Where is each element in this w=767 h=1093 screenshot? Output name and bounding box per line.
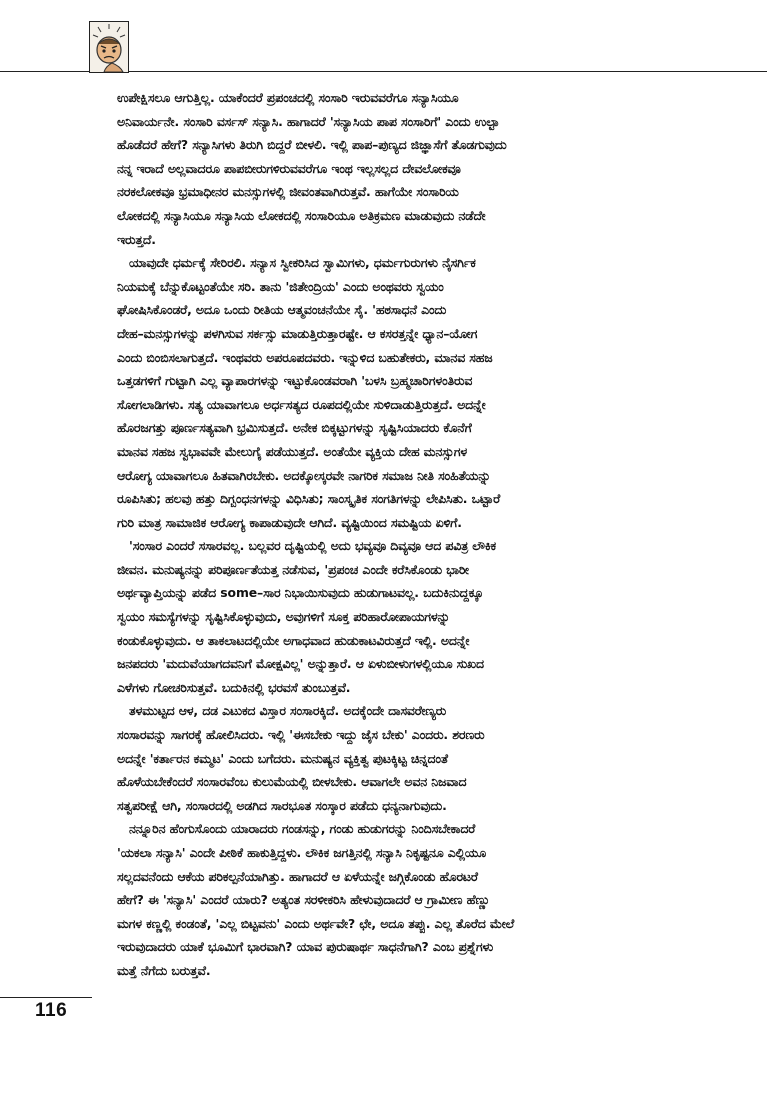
text-line: ಹೊಡೆದರೆ ಹೇಗೆ? ಸನ್ಯಾಸಿಗಳು ತಿರುಗಿ ಬಿದ್ದರೆ ಬೀಳಲಿ. ಇಲ್ಲಿ ಪಾಪ–ಪುಣ್ಯದ ಜಿಜ್ಞಾಸೆಗೆ ತೊಡಗುವುದು <box>117 137 507 153</box>
text-line: ಹೊರಜಗತ್ತು ಪೂರ್ಣಸತ್ಯವಾಗಿ ಭ್ರಮಿಸುತ್ತದೆ. ಅನೇಕ ಬಿಕ್ಕಟ್ಟುಗಳನ್ನು ಸೃಷ್ಟಿಸಿಯಾದರು ಕೊನೆಗೆ <box>117 420 472 436</box>
header-logo <box>89 21 129 73</box>
text-line: ಮತ್ತೆ ನೆಗೆದು ಬರುತ್ತವೆ. <box>117 962 211 978</box>
text-line: ನರಕಲೋಕವೂ ಭ್ರಮಾಧೀನರ ಮನಸ್ಸುಗಳಲ್ಲಿ ಜೀವಂತವಾಗಿರುತ್ತವೆ. ಹಾಗೆಯೇ ಸಂಸಾರಿಯ <box>117 184 459 200</box>
paragraph-1 <box>117 86 697 251</box>
text-line: ನನ್ನೂರಿನ ಹೆಂಗುಸೊಂದು ಯಾರಾದರು ಗಂಡಸನ್ನು, ಗಂಡು ಹುಡುಗರನ್ನು ನಿಂದಿಸಬೇಕಾದರೆ <box>129 821 476 837</box>
paragraph-5 <box>117 817 697 982</box>
page-body <box>117 86 697 983</box>
text-line: ದೇಹ–ಮನಸ್ಸುಗಳನ್ನು ಪಳಗಿಸುವ ಸರ್ಕಸ್ಸು ಮಾಡುತ್ತಿರುತ್ತಾರಷ್ಟೇ. ಆ ಕಸರತ್ತನ್ನೇ ಧ್ಯಾನ–ಯೋಗ <box>117 325 478 341</box>
text-line: ಹೇಗೆ? ಈ 'ಸನ್ಯಾಸಿ' ಎಂದರೆ ಯಾರು? ಅತ್ಯಂತ ಸರಳೀಕರಿಸಿ ಹೇಳುವುದಾದರೆ ಆ ಗ್ರಾಮೀಣ ಹೆಣ್ಣು <box>117 892 490 908</box>
text-line: ಯಾವುದೇ ಧರ್ಮಕ್ಕೆ ಸೇರಿರಲಿ. ಸನ್ಯಾಸ ಸ್ವೀಕರಿಸಿದ ಸ್ವಾಮಿಗಳು, ಧರ್ಮಗುರುಗಳು ನೈಸರ್ಗಿಕ <box>129 255 476 271</box>
paragraph-3 <box>117 534 697 699</box>
paragraph-4 <box>117 699 697 817</box>
text-line: ಜನಪದರು 'ಮದುವೆಯಾಗದವನಿಗೆ ಮೋಕ್ಷವಿಲ್ಲ' ಅನ್ನುತ್ತಾರೆ. ಆ ಏಳುಬೀಳುಗಳಲ್ಲಿಯೂ ಸುಖದ <box>117 656 484 672</box>
text-line: ಸ್ವಯಂ ಸಮಸ್ಯೆಗಳನ್ನು ಸೃಷ್ಟಿಸಿಕೊಳ್ಳುವುದು, ಅವುಗಳಿಗೆ ಸೂಕ್ತ ಪರಿಹಾರೋಪಾಯಗಳನ್ನು <box>117 609 450 625</box>
text-line: ಘೋಷಿಸಿಕೊಂಡರೆ, ಅದೂ ಒಂದು ರೀತಿಯ ಆತ್ಮವಂಚನೆಯೇ ಸೈ. 'ಹಠಸಾಧನೆ ಎಂದು <box>117 302 447 318</box>
text-line: ಹೊಳೆಯಬೇಕೆಂದರೆ ಸಂಸಾರವೆಂಬ ಕುಲುಮೆಯಲ್ಲಿ ಬೀಳಬೇಕು. ಆವಾಗಲೇ ಅವನ ನಿಜವಾದ <box>117 774 467 790</box>
footer-rule <box>0 997 92 998</box>
text-line: ಸಂಸಾರವನ್ನು ಸಾಗರಕ್ಕೆ ಹೋಲಿಸಿದರು. ಇಲ್ಲಿ 'ಈಸಬೇಕು ಇದ್ದು ಜೈಸ ಬೇಕು' ಎಂದರು. ಶರಣರು <box>117 727 485 743</box>
text-line: ಎಳೆಗಳು ಗೋಚರಿಸುತ್ತವೆ. ಬದುಕಿನಲ್ಲಿ ಭರವಸೆ ತುಂಬುತ್ತವೆ. <box>117 679 351 695</box>
paragraph-2 <box>117 251 697 534</box>
text-line: ಆರೋಗ್ಯ ಯಾವಾಗಲೂ ಹಿತವಾಗಿರಬೇಕು. ಅದಕ್ಕೋಸ್ಕರವೇ ನಾಗರಿಕ ಸಮಾಜ ನೀತಿ ಸಂಹಿತೆಯನ್ನು <box>117 467 491 483</box>
text-line: ಮಗಳ ಕಣ್ಣಲ್ಲಿ ಕಂಡಂತೆ, 'ಎಲ್ಲ ಬಿಟ್ಟವನು' ಎಂದು ಅರ್ಥವೇ? ಛೇ, ಅದೂ ತಪ್ಪು. ಎಲ್ಲ ತೊರೆದ ಮೇಲೆ <box>117 915 515 931</box>
text-line: ಎಂದು ಬಿಂಬಿಸಲಾಗುತ್ತದೆ. ಇಂಥವರು ಅಪರೂಪದವರು. ಇನ್ನುಳಿದ ಬಹುತೇಕರು, ಮಾನವ ಸಹಜ <box>117 349 493 365</box>
text-line: ರೂಪಿಸಿತು; ಹಲವು ಹತ್ತು ದಿಗ್ಬಂಧನಗಳನ್ನು ವಿಧಿಸಿತು; ಸಾಂಸ್ಕೃತಿಕ ಸಂಗತಿಗಳನ್ನು ಲೇಪಿಸಿತು. ಒಟ್ಟಾರೆ <box>117 491 501 507</box>
text-line: ಗುರಿ ಮಾತ್ರ ಸಾಮಾಜಿಕ ಆರೋಗ್ಯ ಕಾಪಾಡುವುದೇ ಆಗಿದೆ. ವ್ಯಷ್ಟಿಯಿಂದ ಸಮಷ್ಟಿಯ ಏಳಿಗೆ. <box>117 514 462 530</box>
page-number: 116 <box>35 1000 68 1021</box>
text-line: ಸಲ್ಲದವನೆಂದು ಆಕೆಯ ಪರಿಕಲ್ಪನೆಯಾಗಿತ್ತು. ಹಾಗಾದರೆ ಆ ಏಳೆಯನ್ನೇ ಜಗ್ಗಿಕೊಂಡು ಹೊರಟರೆ <box>117 868 478 884</box>
text-line: ತಳಮುಟ್ಟದ ಆಳ, ದಡ ಎಟುಕದ ವಿಸ್ತಾರ ಸಂಸಾರಕ್ಕಿದೆ. ಅದಕ್ಕೆಂದೇ ದಾಸವರೇಣ್ಯರು <box>129 703 447 719</box>
text-line: ಅದನ್ನೇ 'ಕರ್ತಾರನ ಕಮ್ಮಟ' ಎಂದು ಬಗೆದರು. ಮನುಷ್ಯನ ವ್ಯಕ್ತಿತ್ವ ಪುಟಕ್ಕಿಟ್ಟ ಚಿನ್ನದಂತೆ <box>117 750 448 766</box>
text-line: ಒತ್ತಡಗಳಿಗೆ ಗುಟ್ಟಾಗಿ ಎಲ್ಲ ವ್ಯಾಪಾರಗಳನ್ನು ಇಟ್ಟುಕೊಂಡವರಾಗಿ 'ಬಳಸಿ ಬ್ರಹ್ಮಚಾರಿಗಳಂತಿರುವ <box>117 373 473 389</box>
text-line: ಸತ್ವಪರೀಕ್ಷೆ ಆಗಿ, ಸಂಸಾರದಲ್ಲಿ ಅಡಗಿದ ಸಾರಭೂತ ಸಂಸ್ಕಾರ ಪಡೆದು ಧನ್ಯನಾಗುವುದು. <box>117 797 447 813</box>
text-line: ಅನಿವಾರ್ಯನೇ. ಸಂಸಾರಿ ವರ್ಸಸ್ ಸನ್ಯಾಸಿ. ಹಾಗಾದರೆ 'ಸನ್ಯಾಸಿಯ ಪಾಪ ಸಂಸಾರಿಗೆ' ಎಂದು ಉಲ್ಟಾ <box>117 113 500 129</box>
text-line: ಕಂಡುಕೊಳ್ಳುವುದು. ಆ ತಾಕಲಾಟದಲ್ಲಿಯೇ ಅಗಾಧವಾದ ಹುಡುಕಾಟವಿರುತ್ತದೆ ಇಲ್ಲಿ. ಅದನ್ನೇ <box>117 632 470 648</box>
text-line: ಉಪೇಕ್ಷಿಸಲೂ ಆಗುತ್ತಿಲ್ಲ. ಯಾಕೆಂದರೆ ಪ್ರಪಂಚದಲ್ಲಿ ಸಂಸಾರಿ ಇರುವವರೆಗೂ ಸನ್ಯಾಸಿಯೂ <box>117 90 459 105</box>
text-line: ಸೋಗಲಾಡಿಗಳು. ಸತ್ಯ ಯಾವಾಗಲೂ ಅರ್ಧಸತ್ಯದ ರೂಪದಲ್ಲಿಯೇ ಸುಳಿದಾಡುತ್ತಿರುತ್ತದೆ. ಅದನ್ನೇ <box>117 396 486 412</box>
text-line: ನನ್ನ ಇರಾದೆ ಅಲ್ಲವಾದರೂ ಪಾಪಬೀರುಗಳಿರುವವರೆಗೂ ಇಂಥ ಇಲ್ಲಸಲ್ಲದ ದೇವಲೋಕವೂ <box>117 160 461 176</box>
text-line: ಜೀವನ. ಮನುಷ್ಯನನ್ನು ಪರಿಪೂರ್ಣತೆಯತ್ತ ನಡೆಸುವ, 'ಪ್ರಪಂಚ ಎಂದೇ ಕರೆಸಿಕೊಂಡು ಭಾರೀ <box>117 561 469 577</box>
text-line: ಮಾನವ ಸಹಜ ಸ್ವಭಾವವೇ ಮೇಲುಗೈ ಪಡೆಯುತ್ತದೆ. ಅಂತೆಯೇ ವ್ಯಕ್ತಿಯ ದೇಹ ಮನಸ್ಸುಗಳ <box>117 443 467 459</box>
text-line: ಇರುವುದಾದರು ಯಾಕೆ ಭೂಮಿಗೆ ಭಾರವಾಗಿ? ಯಾವ ಪುರುಷಾರ್ಥ ಸಾಧನೆಗಾಗಿ? ಎಂಬ ಪ್ರಶ್ನೆಗಳು <box>117 939 494 955</box>
text-line: ಇರುತ್ತದೆ. <box>117 231 156 247</box>
text-line: 'ಯಕಲಾ ಸನ್ಯಾಸಿ' ಎಂದೇ ಪೀಠಿಕೆ ಹಾಕುತ್ತಿದ್ದಳು. ಲೌಕಿಕ ಜಗತ್ತಿನಲ್ಲಿ ಸನ್ಯಾಸಿ ನಿಕೃಷ್ಟನೂ ಎಲ್ಲಿಯೂ <box>117 845 487 860</box>
thinking-face-icon <box>90 22 128 72</box>
text-line: 'ಸಂಸಾರ ಎಂದರೆ ಸಸಾರವಲ್ಲ. ಬಲ್ಲವರ ದೃಷ್ಟಿಯಲ್ಲಿ ಅದು ಭವ್ಯವೂ ದಿವ್ಯವೂ ಆದ ಪವಿತ್ರ ಲೌಕಿಕ <box>129 538 497 554</box>
text-line: ನಿಯಮಕ್ಕೆ ಬೆನ್ನುಕೊಟ್ಟಂತೆಯೇ ಸರಿ. ತಾನು 'ಜಿತೇಂದ್ರಿಯ' ಎಂದು ಅಂಥವರು ಸ್ವಯಂ <box>117 278 444 294</box>
text-line: ಲೋಕದಲ್ಲಿ ಸನ್ಯಾಸಿಯೂ ಸನ್ಯಾಸಿಯ ಲೋಕದಲ್ಲಿ ಸಂಸಾರಿಯೂ ಅತಿಕ್ರಮಣ ಮಾಡುವುದು ನಡೆದೇ <box>117 207 486 223</box>
text-line: ಅರ್ಥವ್ಯಾಪ್ತಿಯನ್ನು ಪಡೆದ some–ಸಾರ ನಿಭಾಯಿಸುವುದು ಹುಡುಗಾಟವಲ್ಲ. ಬದುಕಿನುದ್ದಕ್ಕೂ <box>117 585 484 601</box>
